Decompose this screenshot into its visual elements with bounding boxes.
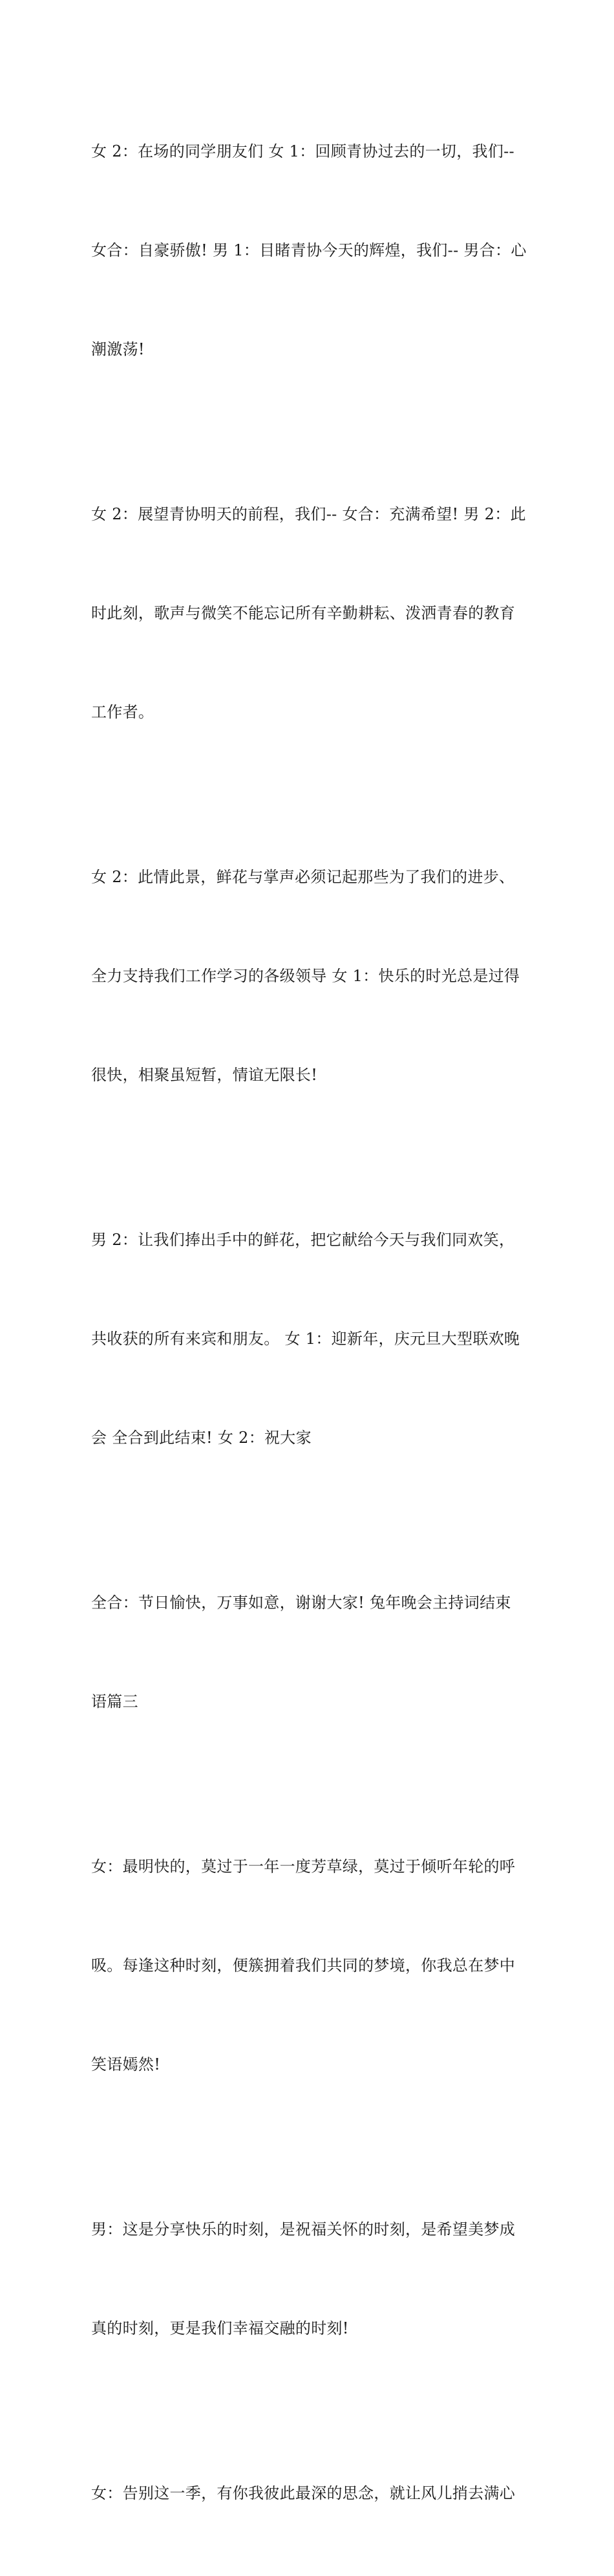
text-line: 女：最明快的，莫过于一年一度芳草绿，莫过于倾听年轮的呼 xyxy=(91,1857,516,1876)
paragraph xyxy=(91,69,525,432)
text-line: 吸。每逢这种时刻，便簇拥着我们共同的梦境，你我总在梦中 xyxy=(91,1956,516,1975)
paragraph xyxy=(91,795,525,1158)
text-line: 真的时刻，更是我们幸福交融的时刻! xyxy=(91,2319,349,2337)
paragraph xyxy=(91,2147,525,2411)
text-line: 女：告别这一季，有你我彼此最深的思念，就让风儿捎去满心 xyxy=(91,2484,516,2502)
text-line: 女 2：展望青协明天的前程，我们-- 女合：充满希望! 男 2：此 xyxy=(91,505,526,523)
text-line: 男 2：让我们捧出手中的鲜花，把它献给今天与我们同欢笑， xyxy=(91,1231,515,1249)
text-line: 女 2：在场的同学朋友们 女 1：回顾青协过去的一切，我们-- xyxy=(91,142,514,160)
text-line: 工作者。 xyxy=(91,703,154,721)
document-body xyxy=(91,69,525,2576)
text-line: 会 全合到此结束! 女 2：祝大家 xyxy=(91,1429,312,1447)
text-line: 潮激荡! xyxy=(91,340,145,358)
text-line: 时此刻，歌声与微笑不能忘记所有辛勤耕耘、泼洒青春的教育 xyxy=(91,604,516,622)
text-line: 共收获的所有来宾和朋友。 女 1：迎新年，庆元旦大型联欢晚 xyxy=(91,1330,520,1348)
text-line: 女合：自豪骄傲! 男 1：目睹青协今天的辉煌，我们-- 男合：心 xyxy=(91,241,527,259)
paragraph xyxy=(91,1784,525,2147)
paragraph xyxy=(91,2411,525,2576)
text-line: 全合：节日愉快，万事如意，谢谢大家! 兔年晚会主持词结束 xyxy=(91,1594,511,1612)
text-line: 女 2：此情此景，鲜花与掌声必须记起那些为了我们的进步、 xyxy=(91,868,515,886)
text-line: 全力支持我们工作学习的各级领导 女 1：快乐的时光总是过得 xyxy=(91,967,520,985)
paragraph xyxy=(91,1158,525,1521)
text-line: 语篇三 xyxy=(91,1693,138,1711)
text-line: 笑语嫣然! xyxy=(91,2055,161,2073)
text-line: 很快，相聚虽短暂，情谊无限长! xyxy=(91,1066,318,1084)
paragraph xyxy=(91,1521,525,1784)
text-line: 男：这是分享快乐的时刻，是祝福关怀的时刻，是希望美梦成 xyxy=(91,2220,516,2238)
paragraph xyxy=(91,432,525,795)
